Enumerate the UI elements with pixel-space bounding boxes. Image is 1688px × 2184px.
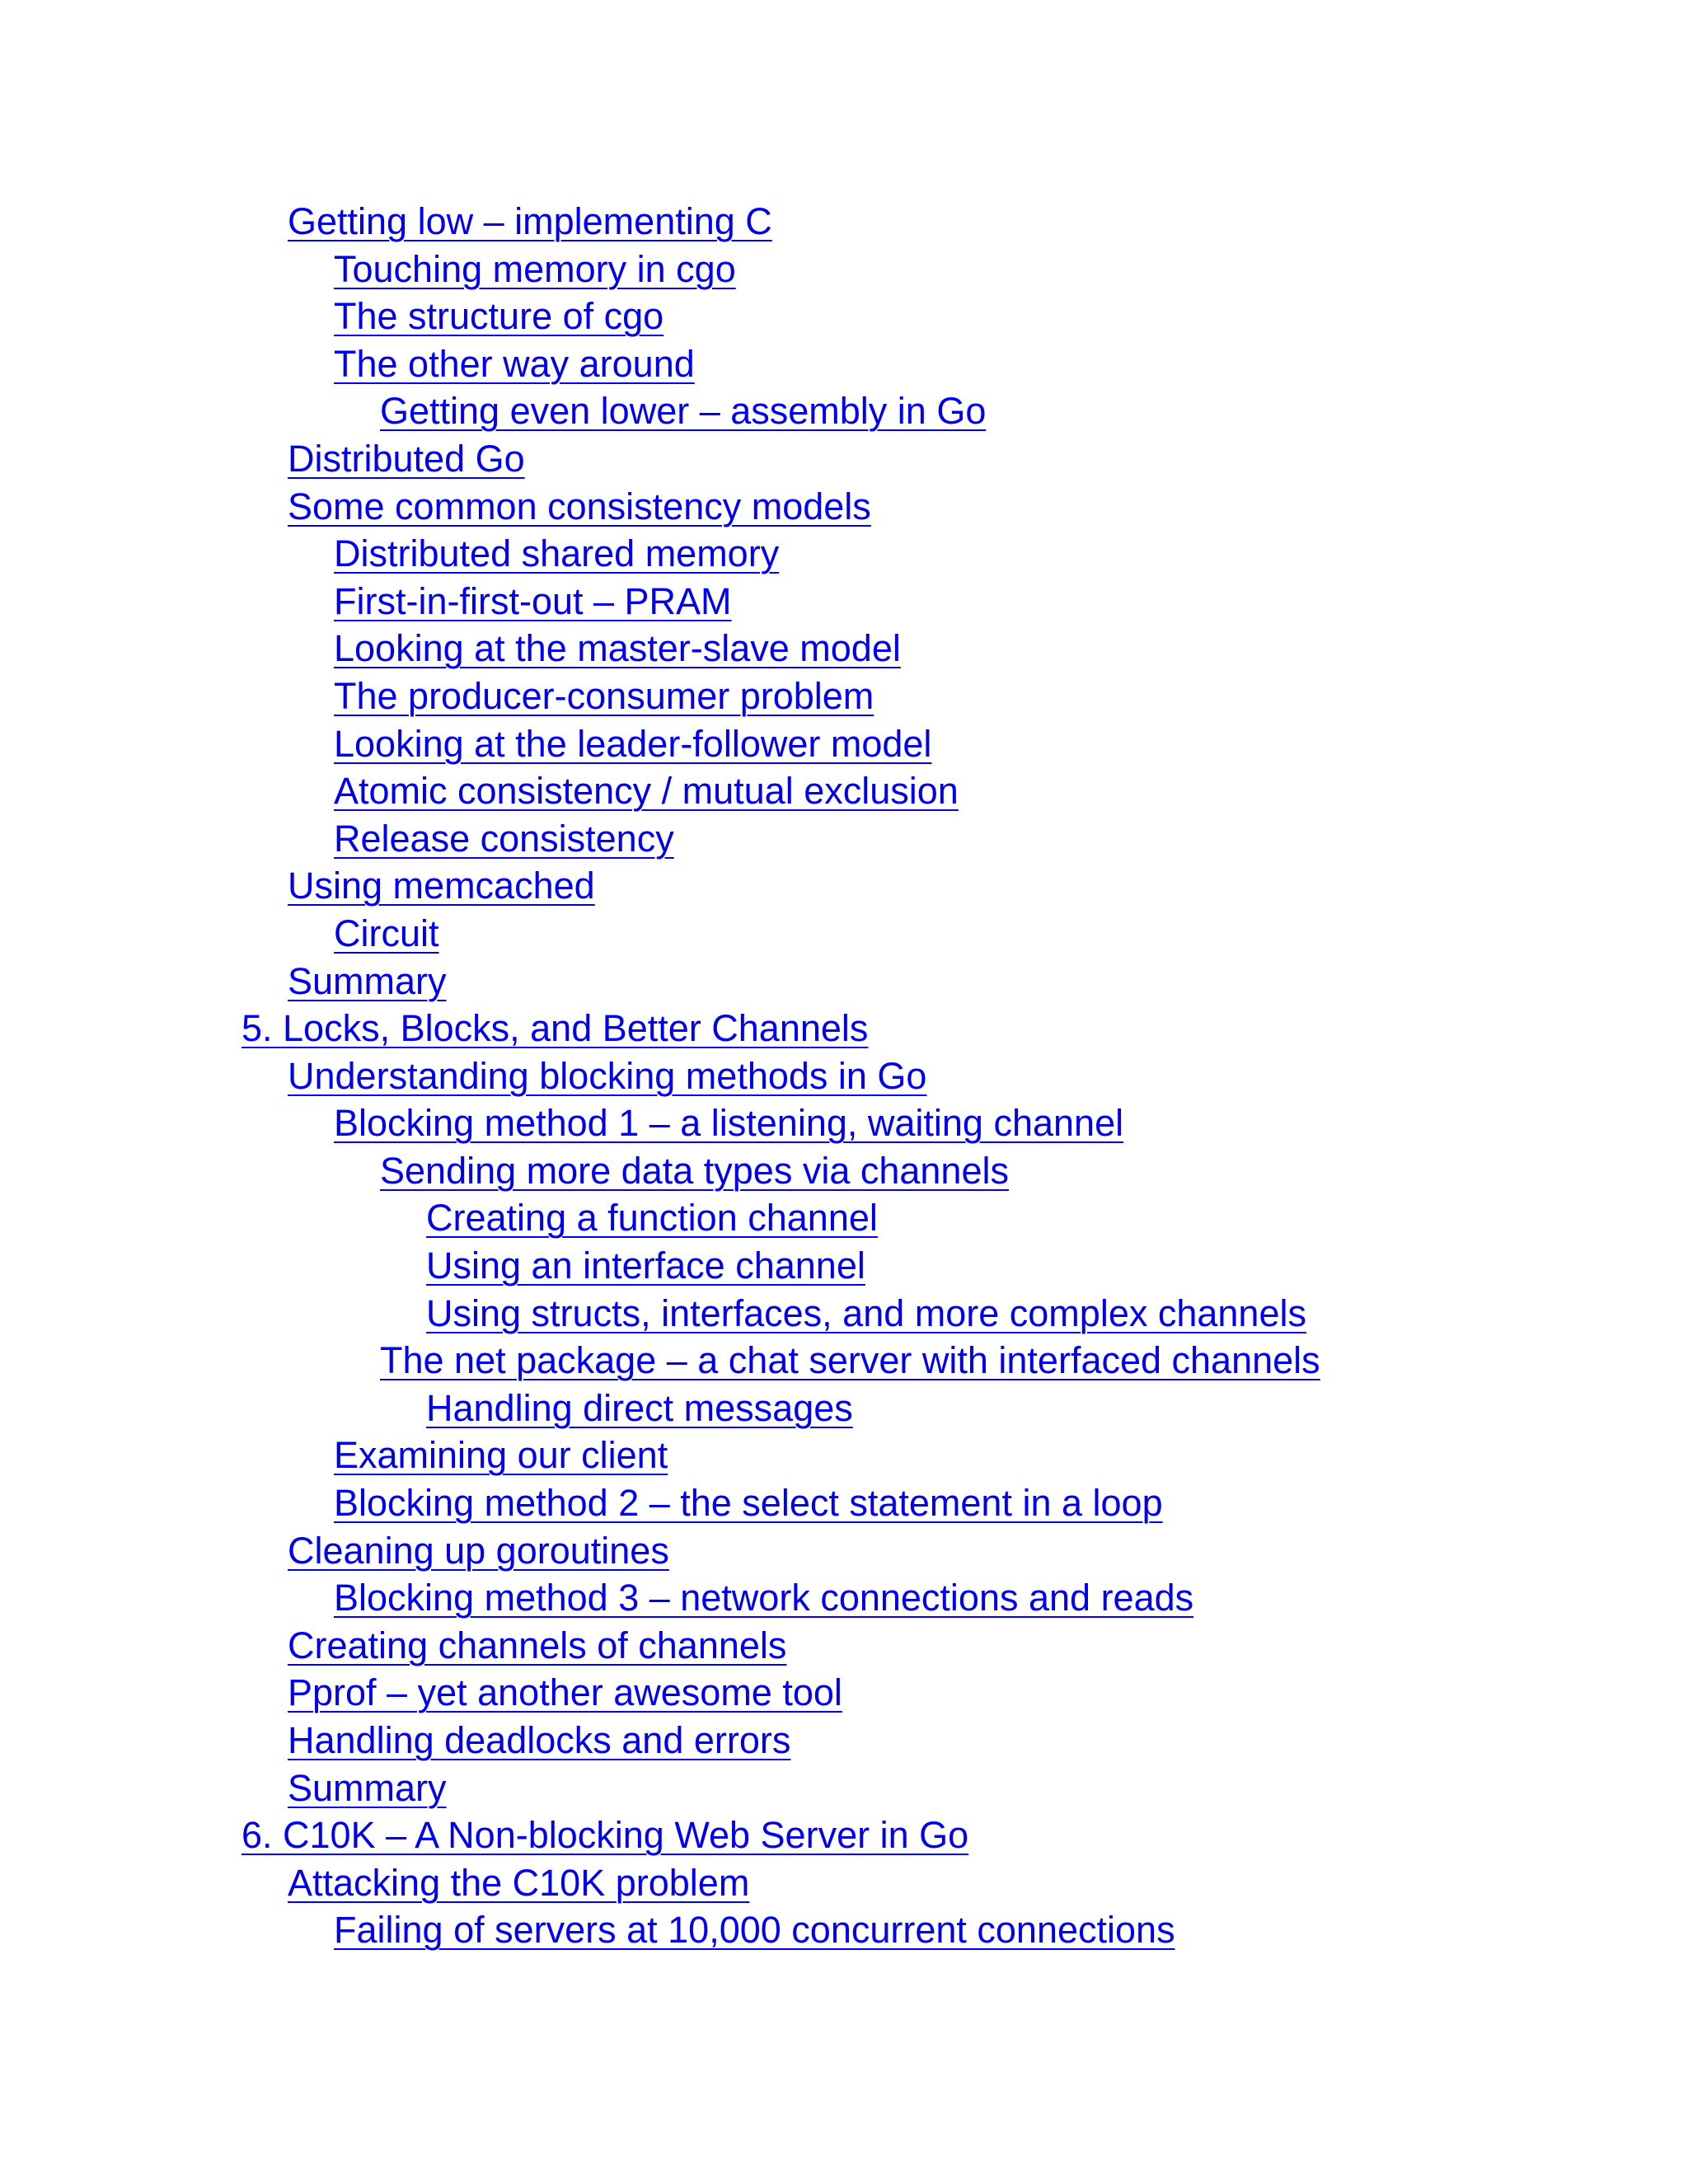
toc-entry (0, 1717, 1688, 1765)
toc-link[interactable]: Release consistency (334, 817, 674, 860)
toc-link[interactable]: Handling deadlocks and errors (288, 1719, 791, 1761)
toc-link[interactable]: Using structs, interfaces, and more complex channels (426, 1291, 1306, 1334)
toc-link[interactable]: Blocking method 1 – a listening, waiting channel (334, 1102, 1124, 1145)
toc-entry (0, 1669, 1688, 1717)
toc-entry (0, 1527, 1688, 1575)
toc-link[interactable]: Blocking method 3 – network connections and reads (334, 1577, 1194, 1619)
toc-entry (0, 578, 1688, 626)
toc-link[interactable]: Getting even lower – assembly in Go (380, 390, 987, 433)
toc-entry (0, 958, 1688, 1005)
toc-link[interactable]: Handling direct messages (426, 1386, 853, 1429)
toc-entry (0, 1622, 1688, 1670)
toc-link[interactable]: Failing of servers at 10,000 concurrent connections (334, 1909, 1175, 1952)
toc-entry (0, 1242, 1688, 1290)
toc-entry (0, 435, 1688, 483)
toc-entry (0, 767, 1688, 815)
toc-link[interactable]: Using memcached (288, 865, 595, 907)
toc-link[interactable]: The net package – a chat server with interfaced channels (380, 1339, 1320, 1382)
toc-entry (0, 1906, 1688, 1954)
toc-link[interactable]: Examining our client (334, 1434, 668, 1477)
toc-link[interactable]: Understanding blocking methods in Go (288, 1054, 927, 1097)
toc-entry (0, 720, 1688, 768)
toc-entry (0, 198, 1688, 246)
toc-link[interactable]: Pprof – yet another awesome tool (288, 1671, 842, 1714)
toc-entry (0, 815, 1688, 863)
toc-entry (0, 1574, 1688, 1622)
toc-entry (0, 1385, 1688, 1432)
toc-link[interactable]: Distributed shared memory (334, 532, 780, 575)
toc-entry (0, 1005, 1688, 1052)
toc-entry (0, 1859, 1688, 1907)
toc-entry (0, 1432, 1688, 1479)
toc-link[interactable]: Some common consistency models (288, 485, 871, 527)
toc-link[interactable]: Atomic consistency / mutual exclusion (334, 770, 959, 813)
toc-link[interactable]: Attacking the C10K problem (288, 1861, 750, 1904)
toc-entry (0, 340, 1688, 388)
toc-entry (0, 483, 1688, 531)
toc-entry (0, 862, 1688, 910)
toc-entry (0, 293, 1688, 340)
toc-link[interactable]: 5. Locks, Blocks, and Better Channels (241, 1007, 869, 1050)
toc-entry (0, 1052, 1688, 1100)
toc-link[interactable]: Sending more data types via channels (380, 1149, 1009, 1192)
toc-entry (0, 1099, 1688, 1147)
toc-link[interactable]: The structure of cgo (334, 295, 664, 338)
toc-link[interactable]: Summary (288, 959, 447, 1002)
toc-link[interactable]: Looking at the leader-follower model (334, 722, 932, 765)
toc-entry (0, 625, 1688, 673)
toc-entry (0, 1147, 1688, 1195)
toc-entry (0, 1811, 1688, 1859)
toc-link[interactable]: The producer-consumer problem (334, 674, 874, 717)
toc-entry (0, 530, 1688, 578)
toc-link[interactable]: Distributed Go (288, 437, 525, 480)
toc-link[interactable]: Summary (288, 1766, 447, 1809)
toc-link[interactable]: Getting low – implementing C (288, 200, 772, 242)
toc-link[interactable]: Using an interface channel (426, 1244, 865, 1287)
toc-entry (0, 910, 1688, 958)
toc-link[interactable]: First-in-first-out – PRAM (334, 579, 732, 622)
toc-entry (0, 1290, 1688, 1338)
toc-link[interactable]: Creating a function channel (426, 1197, 878, 1240)
toc-entry (0, 673, 1688, 720)
toc-link[interactable]: Blocking method 2 – the select statement in a loop (334, 1482, 1163, 1525)
toc-link[interactable]: Cleaning up goroutines (288, 1529, 669, 1572)
toc-entry (0, 387, 1688, 435)
toc-link[interactable]: Creating channels of channels (288, 1624, 787, 1666)
table-of-contents (0, 198, 1688, 1954)
toc-link[interactable]: Circuit (334, 912, 439, 954)
toc-entry (0, 1765, 1688, 1812)
toc-link[interactable]: Touching memory in cgo (334, 247, 736, 290)
toc-link[interactable]: The other way around (334, 342, 695, 385)
toc-entry (0, 1479, 1688, 1527)
toc-entry (0, 1194, 1688, 1242)
toc-entry (0, 1337, 1688, 1385)
toc-entry (0, 246, 1688, 293)
toc-link[interactable]: Looking at the master-slave model (334, 627, 901, 670)
toc-link[interactable]: 6. C10K – A Non-blocking Web Server in Go (241, 1814, 969, 1857)
